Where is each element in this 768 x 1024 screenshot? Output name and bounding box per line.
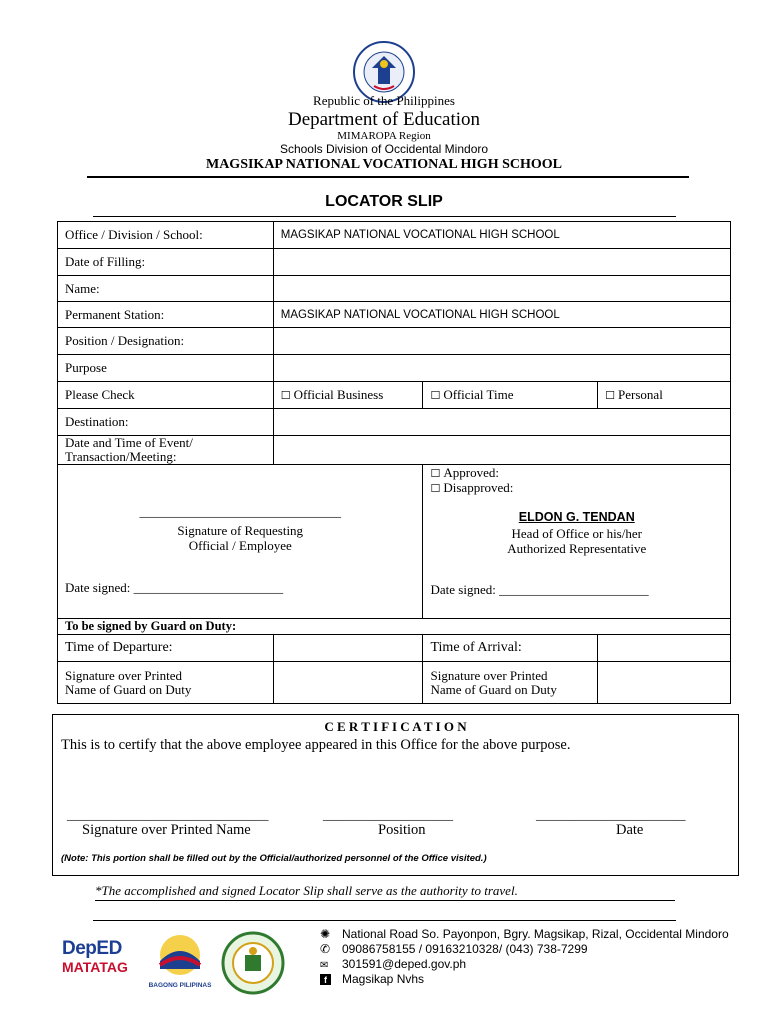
guard-sig-right-line-1: Signature over Printed [430,667,548,683]
requesting-signature-caption-2: Official / Employee [188,538,292,553]
event-field[interactable] [273,436,730,465]
cert-position-caption: Position [378,822,426,838]
cert-date-line[interactable]: _______________________ [536,807,686,822]
date-signed-right: Date signed: _______________________ [430,582,649,597]
guard-sig-left-line-1: Signature over Printed [65,667,182,683]
guard-sig-field-left[interactable] [273,662,423,704]
name-field[interactable] [273,276,730,302]
phone-icon: ✆ [320,942,331,956]
guard-sig-left-line-2: Name of Guard on Duty [65,681,192,697]
email-text[interactable]: 301591@deped.gov.ph [342,957,467,971]
destination-label: Destination: [58,409,274,436]
official-business-checkbox[interactable] [273,382,423,409]
requesting-signature-line: _______________________________ [139,504,341,519]
certification-box [52,714,739,876]
location-icon: ✺ [320,927,331,941]
header-divider [87,176,689,178]
time-departure-label: Time of Departure: [58,635,274,662]
station-value[interactable]: MAGSIKAP NATIONAL VOCATIONAL HIGH SCHOOL [273,302,730,328]
address-row [320,927,729,941]
purpose-field[interactable] [273,355,730,382]
republic-text: Republic of the Philippines [313,93,455,108]
station-label: Permanent Station: [58,302,274,328]
time-departure-field[interactable] [273,635,423,662]
head-title-2: Authorized Representative [507,541,647,556]
facebook-row [320,972,424,986]
personal-checkbox[interactable] [598,382,731,409]
destination-field[interactable] [273,409,730,436]
event-label-line-2: Transaction/Meeting: [65,449,177,464]
department-title: Department of Education [287,109,481,130]
event-label-line-1: Date and Time of Event/ [65,435,193,450]
official-time-label: ☐ Official Time [430,387,513,402]
cert-sig-caption: Signature over Printed Name [82,822,251,838]
guard-sig-label-left [58,662,274,704]
email-icon: ✉ [320,960,329,971]
matatag-wordmark: MATATAG [62,959,128,975]
disapproved-checkbox[interactable]: ☐ Disapproved: [430,480,513,496]
head-title-1: Head of Office or his/her [511,526,642,541]
position-label: Position / Designation: [58,328,274,355]
form-title: LOCATOR SLIP [325,193,443,210]
guard-sig-right-line-2: Name of Guard on Duty [430,681,557,697]
region-text: MIMAROPA Region [337,130,431,142]
email-row [320,957,466,971]
locator-form-table [57,221,731,704]
certification-title: C E R T I F I C A T I O N [324,719,467,734]
authority-note: *The accomplished and signed Locator Slip shall serve as the authority to travel. [95,883,675,901]
personal-label: ☐ Personal [605,387,663,402]
footer-divider [93,920,676,921]
name-label: Name: [58,276,274,302]
phone-text: 09086758155 / 09163210328/ (043) 738-7299 [342,942,588,956]
facebook-icon: f [320,972,342,986]
bagong-pilipinas-wordmark: BAGONG PILIPINAS [148,982,212,989]
cert-sig-line[interactable]: _______________________________ [67,807,269,822]
bagong-pilipinas-logo [144,933,216,989]
title-underline [93,216,676,217]
certification-statement: This is to certify that the above employee appeared in this Office for the above purpose. [61,737,571,753]
approved-checkbox[interactable]: ☐ Approved: [430,465,498,481]
position-field[interactable] [273,328,730,355]
deped-wordmark: DepED [62,938,122,959]
facebook-text[interactable]: Magsikap Nvhs [342,972,425,986]
deped-matatag-logo [62,938,134,990]
event-label [58,436,274,465]
address-text: National Road So. Payonpon, Bgry. Magsikap, Rizal, Occidental Mindoro [342,927,729,941]
office-label: Office / Division / School: [58,222,274,249]
guard-section-header: To be signed by Guard on Duty: [58,619,731,635]
date-signed-left: Date signed: _______________________ [65,580,284,595]
school-seal-logo [221,931,285,995]
school-name: MAGSIKAP NATIONAL VOCATIONAL HIGH SCHOOL [205,157,562,172]
time-arrival-field[interactable] [598,635,731,662]
purpose-label: Purpose [58,355,274,382]
date-filing-label: Date of Filling: [58,249,274,276]
cert-position-line[interactable]: ____________________ [323,807,453,822]
please-check-label: Please Check [58,382,274,409]
cert-date-caption: Date [616,822,644,838]
head-name: ELDON G. TENDAN [518,510,635,524]
official-business-label: ☐ Official Business [281,387,384,402]
guard-sig-label-right [423,662,598,704]
division-text: Schools Division of Occidental Mindoro [279,142,489,156]
cert-note: (Note: This portion shall be filled out by the Official/authorized personnel of the Office visited.) [61,853,487,864]
time-arrival-label: Time of Arrival: [423,635,598,662]
phone-row [320,942,588,956]
bagong-pilipinas-emblem [144,933,216,977]
official-time-checkbox[interactable] [423,382,598,409]
date-filing-field[interactable] [273,249,730,276]
requesting-signature-block[interactable] [58,465,423,619]
requesting-signature-caption-1: Signature of Requesting [177,523,304,538]
guard-sig-field-right[interactable] [598,662,731,704]
approval-block[interactable] [423,465,731,619]
office-value[interactable]: MAGSIKAP NATIONAL VOCATIONAL HIGH SCHOOL [273,222,730,249]
